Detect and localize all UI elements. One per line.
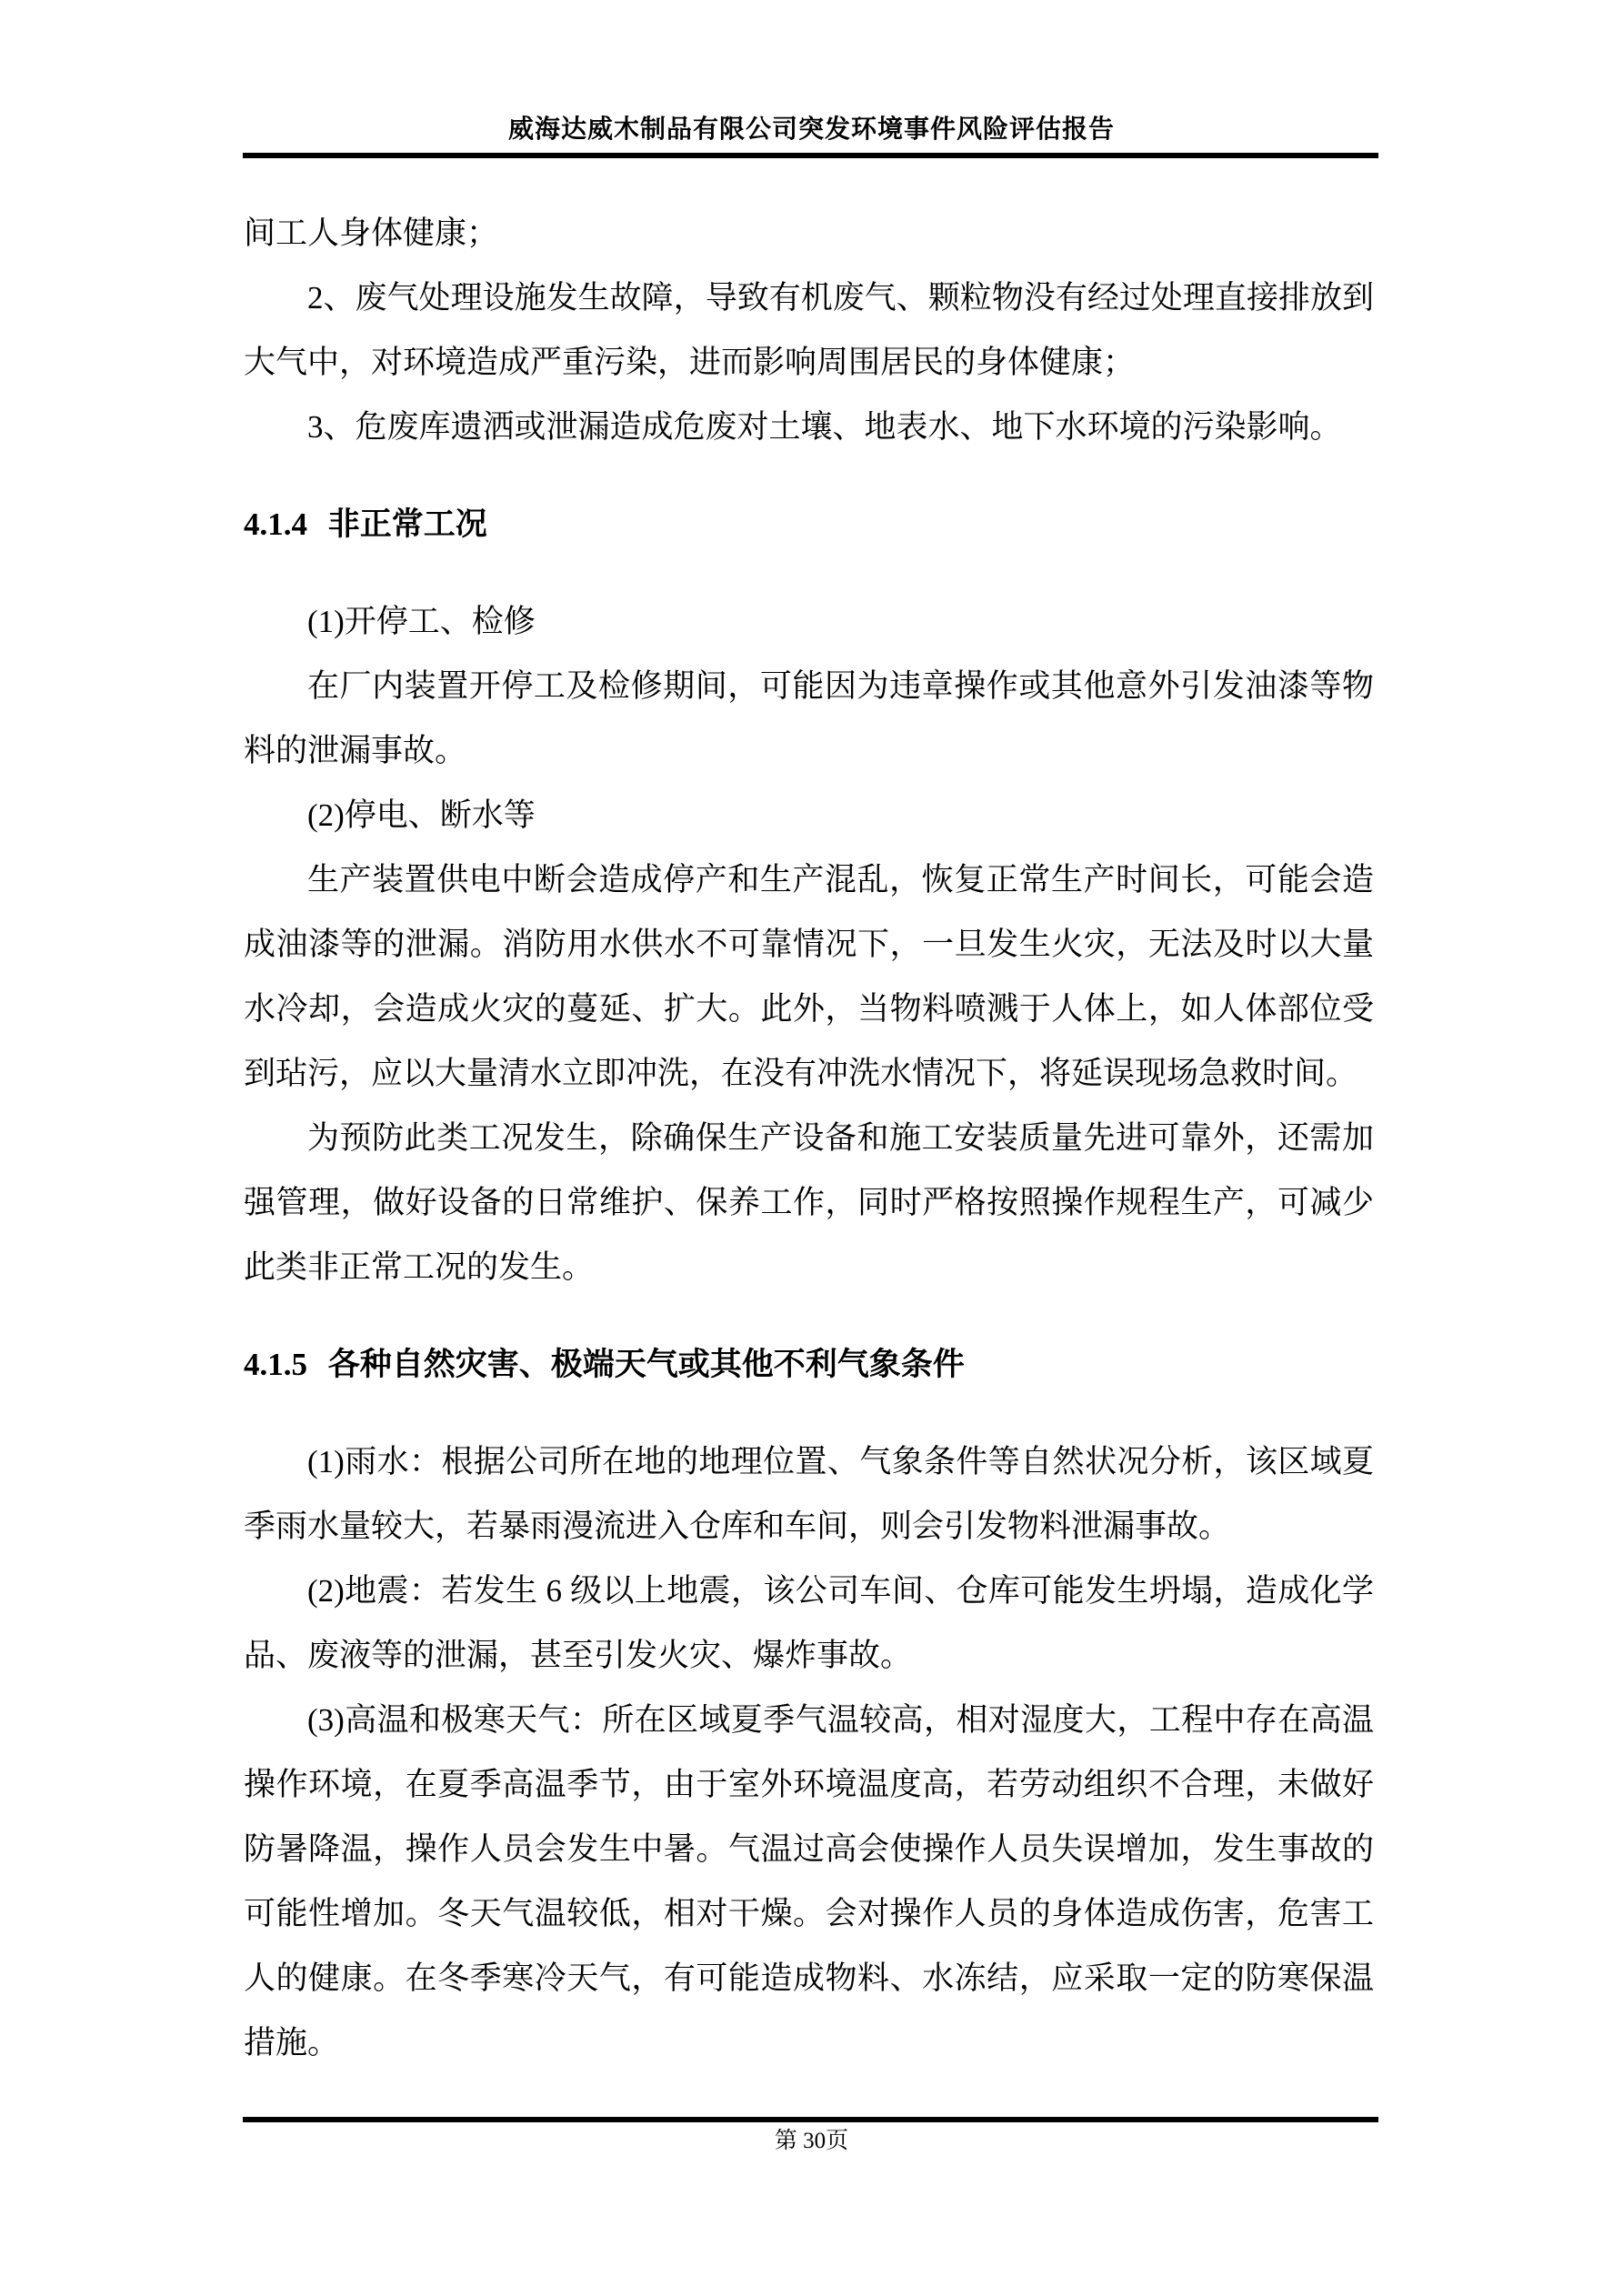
paragraph-hazardous-waste: 3、危废库遗洒或泄漏造成危废对土壤、地表水、地下水环境的污染影响。 [307, 409, 1342, 445]
paragraph-continuation: 间工人身体健康； [244, 216, 499, 251]
section-number: 4.1.5 [244, 1347, 307, 1382]
paragraph-item-2-label: (2)停电、断水等 [307, 797, 536, 833]
header-rule [243, 153, 1378, 158]
footer-page-number: 第 30页 [774, 2129, 849, 2153]
header-title: 威海达威木制品有限公司突发环境事件风险评估报告 [507, 115, 1115, 144]
paragraph-power-water-outage: 生产装置供电中断会造成停产和生产混乱，恢复正常生产时间长，可能会造成油漆等的泄漏。消防用水供水不可靠情况下，一旦发生火灾，无法及时以大量水冷却，会造成火灾的蔓延、扩大。此外，当物料喷溅于人体上，如人体部位受到玷污，应以大量清水立即冲洗，在没有冲洗水情况下，将延误现场急救时间。 [244, 862, 1374, 1091]
paragraph-startup-shutdown: 在厂内装置开停工及检修期间，可能因为违章操作或其他意外引发油漆等物料的泄漏事故。 [244, 668, 1374, 768]
section-number: 4.1.4 [244, 506, 307, 542]
document-body [244, 201, 1374, 2075]
section-title: 非正常工况 [327, 506, 487, 542]
paragraph-earthquake: (2)地震：若发生 6 级以上地震，该公司车间、仓库可能发生坍塌，造成化学品、废液等的泄漏，甚至引发火灾、爆炸事故。 [244, 1573, 1374, 1673]
footer-rule [243, 2117, 1378, 2122]
section-heading-4-1-4 [244, 492, 1374, 556]
paragraph-rain: (1)雨水：根据公司所在地的地理位置、气象条件等自然状况分析，该区域夏季雨水量较大，若暴雨漫流进入仓库和车间，则会引发物料泄漏事故。 [244, 1444, 1374, 1544]
paragraph-prevention: 为预防此类工况发生，除确保生产设备和施工安装质量先进可靠外，还需加强管理，做好设备的日常维护、保养工作，同时严格按照操作规程生产，可减少此类非正常工况的发生。 [244, 1120, 1374, 1285]
paragraph-waste-gas: 2、废气处理设施发生故障，导致有机废气、颗粒物没有经过处理直接排放到大气中，对环境造成严重污染，进而影响周围居民的身体健康； [244, 280, 1374, 380]
paragraph-item-1-label: (1)开停工、检修 [307, 604, 536, 639]
paragraph-extreme-weather: (3)高温和极寒天气：所在区域夏季气温较高，相对湿度大，工程中存在高温操作环境，在夏季高温季节，由于室外环境温度高，若劳动组织不合理，未做好防暑降温，操作人员会发生中暑。气温过高会使操作人员失误增加，发生事故的可能性增加。冬天气温较低，相对干燥。会对操作人员的身体造成伤害，危害工人的健康。在冬季寒冷天气，有可能造成物料、水冻结，应采取一定的防寒保温措施。 [244, 1702, 1374, 2060]
section-title: 各种自然灾害、极端天气或其他不利气象条件 [327, 1347, 965, 1382]
section-heading-4-1-5 [244, 1332, 1374, 1397]
